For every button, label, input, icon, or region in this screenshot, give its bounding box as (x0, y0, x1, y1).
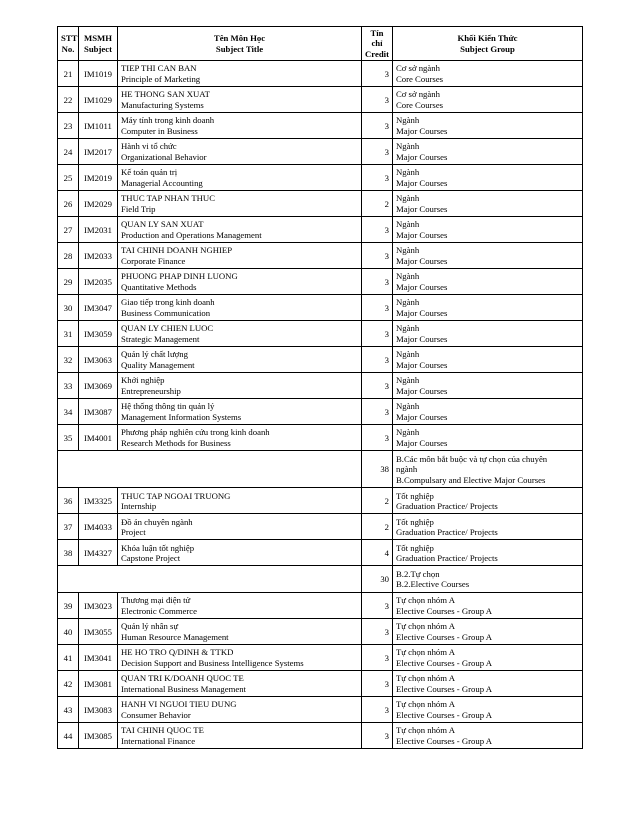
course-group (393, 113, 583, 139)
course-title-vi: Hành vi tổ chức (121, 141, 177, 152)
course-number: 23 (58, 113, 79, 139)
course-group-en: Major Courses (396, 255, 448, 266)
course-group (393, 191, 583, 217)
course-row (58, 723, 583, 749)
course-title (118, 399, 362, 425)
curriculum-table (57, 26, 583, 749)
course-group-vi: Tự chọn nhóm A (396, 595, 456, 606)
course-number: 44 (58, 723, 79, 749)
course-group-en: Major Courses (396, 151, 448, 162)
course-group (393, 347, 583, 373)
course-title (118, 723, 362, 749)
course-group-vi: Tự chọn nhóm A (396, 647, 456, 658)
course-title (118, 113, 362, 139)
course-group (393, 671, 583, 697)
course-group-vi: Tốt nghiệp (396, 542, 434, 553)
course-title-vi: THUC TAP NHAN THUC (121, 193, 215, 204)
course-title-vi: Quản lý chất lượng (121, 349, 188, 360)
course-group-en: Elective Courses - Group A (396, 735, 493, 746)
course-group-en: Major Courses (396, 333, 448, 344)
section-credit: 30 (362, 566, 393, 593)
course-group-en: Elective Courses - Group A (396, 605, 493, 616)
section-group (393, 566, 583, 593)
course-group-vi: Ngành (396, 323, 420, 334)
course-number: 35 (58, 425, 79, 451)
course-credit: 3 (362, 347, 393, 373)
course-row (58, 697, 583, 723)
course-title-vi: Hệ thống thông tin quản lý (121, 401, 215, 412)
course-code: IM3047 (79, 295, 118, 321)
course-title-en: Capstone Project (121, 552, 181, 563)
header-code: MSMH Subject (79, 27, 118, 61)
course-group-en: Major Courses (396, 307, 448, 318)
course-row (58, 191, 583, 217)
course-group (393, 593, 583, 619)
course-credit: 3 (362, 697, 393, 723)
course-credit: 3 (362, 295, 393, 321)
course-title-en: Organizational Behavior (121, 151, 207, 162)
section-row (58, 566, 583, 593)
course-code: IM3085 (79, 723, 118, 749)
course-title (118, 671, 362, 697)
course-group (393, 514, 583, 540)
course-credit: 3 (362, 113, 393, 139)
course-number: 40 (58, 619, 79, 645)
course-title-en: Management Information Systems (121, 411, 242, 422)
course-group-en: Graduation Practice/ Projects (396, 552, 498, 563)
course-group-vi: Ngành (396, 349, 420, 360)
course-credit: 3 (362, 165, 393, 191)
course-number: 24 (58, 139, 79, 165)
header-credit: Tín chỉ Credit (362, 27, 393, 61)
course-group-en: Core Courses (396, 73, 444, 84)
course-title-vi: Khóa luận tốt nghiệp (121, 542, 195, 553)
course-group-vi: Tốt nghiệp (396, 490, 434, 501)
course-group-en: Elective Courses - Group A (396, 683, 493, 694)
course-number: 39 (58, 593, 79, 619)
course-credit: 2 (362, 191, 393, 217)
course-number: 27 (58, 217, 79, 243)
course-group (393, 243, 583, 269)
course-group (393, 619, 583, 645)
course-group-vi: Tự chọn nhóm A (396, 673, 456, 684)
course-code: IM2031 (79, 217, 118, 243)
course-title-vi: Máy tính trong kinh doanh (121, 115, 215, 126)
course-number: 37 (58, 514, 79, 540)
course-title (118, 321, 362, 347)
course-row (58, 243, 583, 269)
course-title-en: International Business Management (121, 683, 246, 694)
course-title (118, 697, 362, 723)
course-group (393, 139, 583, 165)
course-title-en: Electronic Commerce (121, 605, 197, 616)
course-title-en: Quantitative Methods (121, 281, 197, 292)
course-title-en: Consumer Behavior (121, 709, 191, 720)
section-spacer (58, 566, 362, 593)
course-group (393, 697, 583, 723)
section-credit: 38 (362, 451, 393, 488)
course-title-en: Corporate Finance (121, 255, 186, 266)
course-credit: 3 (362, 321, 393, 347)
course-title (118, 645, 362, 671)
course-credit: 2 (362, 514, 393, 540)
course-group (393, 540, 583, 566)
course-group-en: Major Courses (396, 125, 448, 136)
course-credit: 3 (362, 593, 393, 619)
course-title (118, 373, 362, 399)
course-group-en: Elective Courses - Group A (396, 631, 493, 642)
course-row (58, 425, 583, 451)
course-code: IM1029 (79, 87, 118, 113)
course-credit: 3 (362, 217, 393, 243)
course-title (118, 87, 362, 113)
course-title (118, 514, 362, 540)
course-group-en: Major Courses (396, 281, 448, 292)
course-title-vi: Khởi nghiệp (121, 375, 165, 386)
course-group-vi: Ngành (396, 167, 420, 178)
course-group-en: Elective Courses - Group A (396, 657, 493, 668)
course-title-vi: PHUONG PHAP DINH LUONG (121, 271, 238, 282)
course-number: 25 (58, 165, 79, 191)
section-spacer (58, 451, 362, 488)
course-title-en: Decision Support and Business Intelligence Systems (121, 657, 304, 668)
course-title-en: International Finance (121, 735, 196, 746)
course-group (393, 269, 583, 295)
course-group-vi: Ngành (396, 141, 420, 152)
course-group-en: Major Courses (396, 437, 448, 448)
course-code: IM2029 (79, 191, 118, 217)
course-title-vi: QUAN TRI K/DOANH QUOC TE (121, 673, 244, 684)
course-credit: 3 (362, 619, 393, 645)
course-title (118, 139, 362, 165)
course-title-vi: HANH VI NGUOI TIEU DUNG (121, 699, 237, 710)
course-number: 30 (58, 295, 79, 321)
course-title (118, 61, 362, 87)
course-group (393, 217, 583, 243)
course-group-en: Graduation Practice/ Projects (396, 500, 498, 511)
course-title-vi: Đồ án chuyên ngành (121, 516, 193, 527)
course-group-vi: Tốt nghiệp (396, 516, 434, 527)
course-title (118, 243, 362, 269)
section-row (58, 451, 583, 488)
course-number: 34 (58, 399, 79, 425)
course-number: 42 (58, 671, 79, 697)
course-title-vi: Giao tiếp trong kinh doanh (121, 297, 215, 308)
course-title-en: Manufacturing Systems (121, 99, 204, 110)
course-row (58, 514, 583, 540)
course-title (118, 540, 362, 566)
table-header-row (58, 27, 583, 61)
course-title-en: Managerial Accounting (121, 177, 203, 188)
course-title-en: Principle of Marketing (121, 73, 201, 84)
course-code: IM1011 (79, 113, 118, 139)
course-title-en: Computer in Business (121, 125, 198, 136)
course-title-en: Strategic Management (121, 333, 200, 344)
course-group-en: Core Courses (396, 99, 444, 110)
course-group-vi: Ngành (396, 115, 420, 126)
section-group-line: ngành (396, 464, 418, 475)
header-group: Khối Kiến Thức Subject Group (393, 27, 583, 61)
course-title-vi: Quản lý nhân sự (121, 621, 179, 632)
course-title (118, 593, 362, 619)
course-credit: 3 (362, 87, 393, 113)
course-title (118, 165, 362, 191)
course-row (58, 165, 583, 191)
course-group-en: Major Courses (396, 203, 448, 214)
course-code: IM2035 (79, 269, 118, 295)
course-code: IM3083 (79, 697, 118, 723)
course-group (393, 321, 583, 347)
course-row (58, 488, 583, 514)
course-group-vi: Tự chọn nhóm A (396, 699, 456, 710)
course-title-vi: Kế toán quản trị (121, 167, 178, 178)
course-row (58, 217, 583, 243)
course-group-vi: Ngành (396, 219, 420, 230)
course-code: IM3023 (79, 593, 118, 619)
course-code: IM4001 (79, 425, 118, 451)
course-code: IM3059 (79, 321, 118, 347)
course-title-vi: TIEP THI CAN BAN (121, 63, 197, 74)
course-credit: 3 (362, 425, 393, 451)
course-group-vi: Tự chọn nhóm A (396, 725, 456, 736)
course-number: 26 (58, 191, 79, 217)
course-group-en: Major Courses (396, 411, 448, 422)
course-group-en: Major Courses (396, 177, 448, 188)
course-row (58, 540, 583, 566)
course-group (393, 61, 583, 87)
course-group-en: Major Courses (396, 385, 448, 396)
course-group-vi: Cơ sở ngành (396, 89, 440, 100)
course-row (58, 321, 583, 347)
course-group-vi: Ngành (396, 193, 420, 204)
course-title-vi: HE HO TRO Q/DINH & TTKD (121, 647, 234, 658)
course-title-en: Project (121, 526, 146, 537)
course-group (393, 425, 583, 451)
course-credit: 3 (362, 139, 393, 165)
course-credit: 3 (362, 723, 393, 749)
course-code: IM1019 (79, 61, 118, 87)
course-title (118, 295, 362, 321)
course-code: IM3087 (79, 399, 118, 425)
course-group (393, 488, 583, 514)
course-group (393, 399, 583, 425)
course-credit: 3 (362, 373, 393, 399)
section-group-line: B.2.Tự chọn (396, 568, 440, 579)
course-row (58, 113, 583, 139)
course-group-vi: Ngành (396, 245, 420, 256)
course-number: 31 (58, 321, 79, 347)
course-row (58, 347, 583, 373)
course-title-vi: THUC TAP NGOAI TRUONG (121, 490, 231, 501)
course-number: 38 (58, 540, 79, 566)
course-code: IM4033 (79, 514, 118, 540)
course-row (58, 61, 583, 87)
course-title-vi: HE THONG SAN XUAT (121, 89, 210, 100)
course-code: IM4327 (79, 540, 118, 566)
course-code: IM2019 (79, 165, 118, 191)
course-title-en: Entrepreneurship (121, 385, 181, 396)
course-group (393, 165, 583, 191)
course-code: IM3325 (79, 488, 118, 514)
course-credit: 3 (362, 61, 393, 87)
course-group-vi: Ngành (396, 271, 420, 282)
course-title (118, 619, 362, 645)
course-group (393, 723, 583, 749)
course-title (118, 425, 362, 451)
course-group (393, 373, 583, 399)
course-title (118, 488, 362, 514)
course-title-vi: Phương pháp nghiên cứu trong kinh doanh (121, 427, 270, 438)
course-row (58, 87, 583, 113)
course-title-en: Research Methods for Business (121, 437, 231, 448)
course-credit: 3 (362, 399, 393, 425)
course-number: 29 (58, 269, 79, 295)
course-code: IM3063 (79, 347, 118, 373)
course-number: 33 (58, 373, 79, 399)
course-credit: 2 (362, 488, 393, 514)
course-row (58, 619, 583, 645)
course-code: IM3081 (79, 671, 118, 697)
course-title-en: Internship (121, 500, 157, 511)
course-group-vi: Cơ sở ngành (396, 63, 440, 74)
course-row (58, 593, 583, 619)
course-title (118, 217, 362, 243)
section-group-line: B.Các môn bắt buộc và tự chọn của chuyên (396, 453, 548, 464)
course-title (118, 269, 362, 295)
course-number: 36 (58, 488, 79, 514)
course-credit: 3 (362, 645, 393, 671)
course-group (393, 295, 583, 321)
course-number: 21 (58, 61, 79, 87)
course-number: 41 (58, 645, 79, 671)
section-group-line: B.2.Elective Courses (396, 579, 470, 590)
course-code: IM2017 (79, 139, 118, 165)
course-title (118, 191, 362, 217)
course-row (58, 671, 583, 697)
course-title (118, 347, 362, 373)
course-row (58, 139, 583, 165)
course-number: 43 (58, 697, 79, 723)
course-credit: 4 (362, 540, 393, 566)
header-stt: STT No. (58, 27, 79, 61)
section-group-line: B.Compulsary and Elective Major Courses (396, 474, 546, 485)
course-group-en: Major Courses (396, 229, 448, 240)
header-title: Tên Môn Học Subject Title (118, 27, 362, 61)
course-row (58, 399, 583, 425)
course-credit: 3 (362, 269, 393, 295)
course-group-en: Major Courses (396, 359, 448, 370)
course-group (393, 645, 583, 671)
course-number: 22 (58, 87, 79, 113)
course-row (58, 295, 583, 321)
course-credit: 3 (362, 243, 393, 269)
course-group-vi: Ngành (396, 375, 420, 386)
course-group-en: Elective Courses - Group A (396, 709, 493, 720)
course-credit: 3 (362, 671, 393, 697)
course-code: IM3041 (79, 645, 118, 671)
course-title-vi: TAI CHINH DOANH NGHIEP (121, 245, 233, 256)
course-code: IM3055 (79, 619, 118, 645)
section-group (393, 451, 583, 488)
course-row (58, 645, 583, 671)
course-title-vi: TAI CHINH QUOC TE (121, 725, 204, 736)
course-group-en: Graduation Practice/ Projects (396, 526, 498, 537)
course-number: 28 (58, 243, 79, 269)
course-title-vi: QUAN LY CHIEN LUOC (121, 323, 214, 334)
course-group (393, 87, 583, 113)
course-code: IM3069 (79, 373, 118, 399)
course-title-vi: Thương mại điện tử (121, 595, 191, 606)
course-title-en: Quality Management (121, 359, 195, 370)
course-group-vi: Ngành (396, 401, 420, 412)
course-title-en: Production and Operations Management (121, 229, 262, 240)
course-group-vi: Tự chọn nhóm A (396, 621, 456, 632)
course-title-vi: QUAN LY SAN XUAT (121, 219, 204, 230)
course-row (58, 269, 583, 295)
course-title-en: Business Communication (121, 307, 211, 318)
course-title-en: Human Resource Management (121, 631, 229, 642)
course-group-vi: Ngành (396, 427, 420, 438)
course-row (58, 373, 583, 399)
course-group-vi: Ngành (396, 297, 420, 308)
course-code: IM2033 (79, 243, 118, 269)
course-number: 32 (58, 347, 79, 373)
course-title-en: Field Trip (121, 203, 156, 214)
